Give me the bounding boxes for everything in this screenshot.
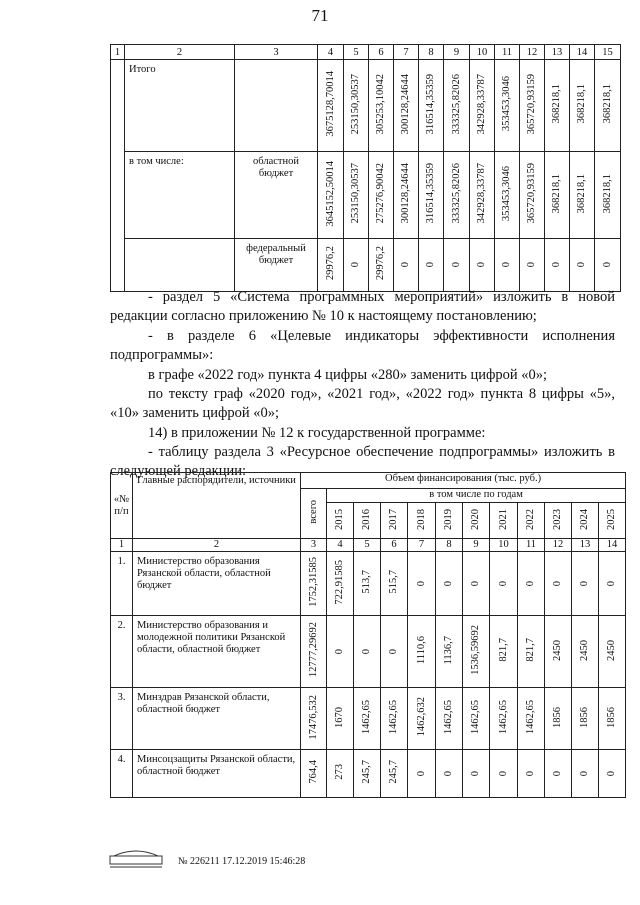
financing-table-1 <box>110 44 621 292</box>
t1-value: 275276,90042 <box>375 163 386 224</box>
t2-value-cell <box>599 552 626 616</box>
t2-value: 1856 <box>606 706 618 728</box>
year-label: 2024 <box>579 508 590 530</box>
t1-col-index: 8 <box>419 45 444 60</box>
year-header <box>381 503 408 539</box>
t2-value: 515,7 <box>388 570 399 594</box>
paragraph-appendix-12: 14) в приложении № 12 к государственной программе: <box>148 425 486 441</box>
t2-value: 0 <box>525 770 536 776</box>
t2-value: 0 <box>606 580 618 586</box>
t1-value-cell <box>419 152 444 239</box>
t1-value: 316514,35359 <box>425 163 436 224</box>
year-label: 2019 <box>443 508 454 530</box>
t2-value-cell <box>518 688 545 750</box>
t2-value-cell <box>327 750 354 798</box>
year-label: 2022 <box>525 508 536 530</box>
resource-provision-table <box>110 472 626 798</box>
t1-value-cell <box>570 60 595 152</box>
t2-value-cell <box>518 750 545 798</box>
t2-value-cell <box>408 750 436 798</box>
t2-col-index: 12 <box>545 539 572 552</box>
col-total-header: всего <box>301 489 327 539</box>
t1-value: 368218,1 <box>601 173 613 214</box>
t1-value-cell <box>369 152 394 239</box>
t2-col-index: 5 <box>354 539 381 552</box>
row-name: Минздрав Рязанской области, областной бюджет <box>133 688 301 750</box>
t1-value-cell <box>419 60 444 152</box>
t2-value: 1462,65 <box>497 699 509 735</box>
t1-value: 0 <box>476 262 487 268</box>
t1-value-cell <box>369 60 394 152</box>
t2-value: 1462,65 <box>443 699 454 735</box>
t1-value: 333325,82026 <box>450 73 462 135</box>
t1-col-index: 9 <box>444 45 470 60</box>
t2-value-cell <box>408 616 436 688</box>
t1-row-source: областной бюджет <box>235 152 318 239</box>
t1-value: 342928,33787 <box>476 73 487 135</box>
row-number: 3. <box>111 688 133 750</box>
t2-value: 0 <box>552 580 563 586</box>
t1-value-cell <box>520 60 545 152</box>
t1-value: 29976,2 <box>324 246 336 281</box>
t1-blank-cell <box>111 60 125 292</box>
row-name: Минсоцзащиты Рязанской области, областной бюджет <box>133 750 301 798</box>
t1-value: 300128,24644 <box>400 163 411 224</box>
t2-value: 513,7 <box>361 570 372 594</box>
t2-value: 2450 <box>579 639 590 661</box>
t2-value-cell <box>518 552 545 616</box>
t2-col-index: 1 <box>111 539 133 552</box>
t1-value: 0 <box>601 262 613 268</box>
t2-value-cell <box>599 616 626 688</box>
row-total-cell <box>301 616 327 688</box>
t1-col-index: 15 <box>595 45 621 60</box>
year-label: 2020 <box>470 508 481 530</box>
t2-value: 0 <box>361 648 372 654</box>
t2-value-cell <box>327 616 354 688</box>
year-label: 2025 <box>606 508 618 530</box>
t2-value-cell <box>545 552 572 616</box>
t1-col-index: 1 <box>111 45 125 60</box>
t2-value-cell <box>599 750 626 798</box>
t1-col-index: 4 <box>318 45 344 60</box>
t1-value-cell <box>344 60 369 152</box>
t2-value-cell <box>463 750 490 798</box>
t1-row-label: Итого <box>125 60 235 152</box>
t2-value-cell <box>354 616 381 688</box>
col-number-header: «№ п/п <box>111 473 133 539</box>
paragraph-section5: - раздел 5 «Система программных мероприятий» изложить в новой редакции согласно приложению № 10 к настоящему постановлению; <box>110 289 615 324</box>
t2-value-cell <box>436 750 463 798</box>
t2-value: 0 <box>388 648 399 654</box>
t1-value-cell <box>419 239 444 292</box>
t1-value: 253150,30537 <box>350 163 361 224</box>
year-label: 2015 <box>334 508 345 530</box>
t2-value-cell <box>545 688 572 750</box>
t2-value: 245,7 <box>361 760 372 784</box>
t1-value: 29976,2 <box>375 246 386 281</box>
t2-col-index: 6 <box>381 539 408 552</box>
t2-value: 1462,632 <box>415 697 427 737</box>
t1-row-source <box>235 60 318 152</box>
t2-value-cell <box>572 750 599 798</box>
t1-value-cell <box>318 152 344 239</box>
year-header <box>354 503 381 539</box>
t2-col-index: 13 <box>572 539 599 552</box>
t1-value-cell <box>470 60 495 152</box>
t1-value: 3675128,70014 <box>324 71 336 137</box>
t2-value-cell <box>436 688 463 750</box>
t1-col-index: 2 <box>125 45 235 60</box>
t1-value: 368218,1 <box>576 84 587 124</box>
t2-value: 0 <box>497 770 509 776</box>
t2-value-cell <box>327 688 354 750</box>
col-name-header: Главные распорядители, источники <box>133 473 301 539</box>
t1-value: 368218,1 <box>601 84 613 124</box>
t1-row-label <box>125 239 235 292</box>
t2-value: 0 <box>443 770 454 776</box>
t2-value-cell <box>436 552 463 616</box>
t2-value: 1670 <box>334 706 345 728</box>
t2-value: 1462,65 <box>388 699 399 735</box>
t1-value: 300128,24644 <box>400 73 411 135</box>
t1-value-cell <box>444 60 470 152</box>
col-funding-header: Объем финансирования (тыс. руб.) <box>301 473 626 489</box>
t1-value: 365720,93159 <box>526 73 537 135</box>
t1-value: 0 <box>450 262 462 268</box>
footer-reference: № 226211 17.12.2019 15:46:28 <box>178 856 306 867</box>
t1-value: 365720,93159 <box>526 163 537 224</box>
t1-col-index: 14 <box>570 45 595 60</box>
t1-value-cell <box>369 239 394 292</box>
t1-value-cell <box>344 152 369 239</box>
t1-value: 368218,1 <box>551 84 562 124</box>
t2-value: 0 <box>497 580 509 586</box>
t2-value: 2450 <box>606 639 618 661</box>
t2-value-cell <box>381 616 408 688</box>
t2-value: 0 <box>415 580 427 586</box>
t2-value-cell <box>381 688 408 750</box>
t2-value-cell <box>572 552 599 616</box>
t1-value: 305253,10042 <box>375 73 386 135</box>
row-total: 1752,31585 <box>307 557 319 607</box>
year-header <box>545 503 572 539</box>
row-total: 12777,29692 <box>307 622 319 678</box>
t1-value-cell <box>470 152 495 239</box>
t2-value-cell <box>354 552 381 616</box>
t1-col-index: 5 <box>344 45 369 60</box>
t2-value: 2450 <box>552 639 563 661</box>
t1-value-cell <box>595 152 621 239</box>
t2-col-index: 7 <box>408 539 436 552</box>
year-header <box>408 503 436 539</box>
year-label: 2018 <box>415 508 427 530</box>
t2-value: 1110,6 <box>415 635 427 665</box>
t1-value-cell <box>495 152 520 239</box>
t2-value: 0 <box>579 770 590 776</box>
t2-value-cell <box>545 750 572 798</box>
t2-value: 1856 <box>552 706 563 728</box>
t2-value: 273 <box>334 764 345 780</box>
t1-value: 3645152,50014 <box>324 160 336 227</box>
t2-value: 821,7 <box>525 638 536 662</box>
t1-value-cell <box>495 239 520 292</box>
t1-row-source: федеральный бюджет <box>235 239 318 292</box>
t2-value: 1536,59692 <box>470 625 481 675</box>
year-header <box>599 503 626 539</box>
row-name: Министерство образования Рязанской области, областной бюджет <box>133 552 301 616</box>
t1-value-cell <box>545 239 570 292</box>
row-number: 2. <box>111 616 133 688</box>
t1-value: 368218,1 <box>551 173 562 214</box>
t1-col-index: 11 <box>495 45 520 60</box>
t2-value-cell <box>463 688 490 750</box>
year-header <box>327 503 354 539</box>
year-header <box>572 503 599 539</box>
t1-value-cell <box>595 60 621 152</box>
t2-value: 245,7 <box>388 760 399 784</box>
t1-value-cell <box>595 239 621 292</box>
t1-col-index: 6 <box>369 45 394 60</box>
year-label: 2021 <box>497 508 509 530</box>
t2-value-cell <box>354 750 381 798</box>
t1-value-cell <box>318 239 344 292</box>
row-total: 764,4 <box>307 760 319 784</box>
t2-value-cell <box>463 552 490 616</box>
t1-value-cell <box>570 239 595 292</box>
t1-value-cell <box>394 152 419 239</box>
paragraph-section6: - в разделе 6 «Целевые индикаторы эффективности исполнения подпрограммы»: <box>110 328 615 363</box>
t1-value: 333325,82026 <box>450 163 462 224</box>
page-number: 71 <box>311 6 329 25</box>
stamp-logo <box>108 848 164 870</box>
t2-value: 0 <box>443 580 454 586</box>
year-label: 2016 <box>361 508 372 530</box>
t2-value-cell <box>408 552 436 616</box>
t2-col-index: 9 <box>463 539 490 552</box>
t2-value: 0 <box>415 770 427 776</box>
row-total-cell <box>301 750 327 798</box>
t1-value: 0 <box>501 262 512 268</box>
t2-value-cell <box>490 688 518 750</box>
year-header <box>436 503 463 539</box>
t2-value: 821,7 <box>497 638 509 662</box>
t2-value: 0 <box>606 770 618 776</box>
t2-value-cell <box>518 616 545 688</box>
t2-value: 1462,65 <box>525 699 536 735</box>
paragraph-table-section3: - таблицу раздела 3 «Ресурсное обеспечение подпрограммы» изложить в следующей редакции: <box>110 444 615 479</box>
t1-col-index: 10 <box>470 45 495 60</box>
t2-value-cell <box>599 688 626 750</box>
col-by-year-header: в том числе по годам <box>327 489 626 503</box>
t2-value: 0 <box>470 580 481 586</box>
t1-value-cell <box>318 60 344 152</box>
t2-value-cell <box>408 688 436 750</box>
t1-col-index: 12 <box>520 45 545 60</box>
t2-value: 0 <box>579 580 590 586</box>
t1-value: 0 <box>551 262 562 268</box>
t2-value-cell <box>490 552 518 616</box>
t1-value-cell <box>470 239 495 292</box>
t1-col-index: 13 <box>545 45 570 60</box>
t1-value: 368218,1 <box>576 173 587 214</box>
t1-value: 0 <box>400 262 411 268</box>
paragraph-column-2022: в графе «2022 год» пункта 4 цифры «280» заменить цифрой «0»; <box>148 367 548 383</box>
t1-value-cell <box>520 239 545 292</box>
t1-value-cell <box>570 152 595 239</box>
t1-value: 316514,35359 <box>425 73 436 135</box>
t1-value-cell <box>394 239 419 292</box>
row-total-cell <box>301 688 327 750</box>
t2-value: 0 <box>334 648 345 654</box>
t1-value-cell <box>444 152 470 239</box>
t2-value-cell <box>436 616 463 688</box>
t2-value-cell <box>381 552 408 616</box>
t1-value-cell <box>394 60 419 152</box>
row-total: 17476,532 <box>307 694 319 740</box>
t1-value: 353453,3046 <box>501 76 512 132</box>
t2-col-index: 4 <box>327 539 354 552</box>
t2-col-index: 8 <box>436 539 463 552</box>
year-label: 2023 <box>552 508 563 530</box>
t1-row-label: в том числе: <box>125 152 235 239</box>
paragraph-columns-2020-2022: по тексту граф «2020 год», «2021 год», «2022 год» пункта 8 цифры «5», «10» заменить цифрой «0»; <box>110 386 615 421</box>
t1-value-cell <box>520 152 545 239</box>
t1-value: 0 <box>526 262 537 268</box>
t1-value-cell <box>545 152 570 239</box>
row-name: Министерство образования и молодежной политики Рязанской области, областной бюджет <box>133 616 301 688</box>
t1-value: 353453,3046 <box>501 165 512 222</box>
t2-value-cell <box>463 616 490 688</box>
t2-value: 722,91585 <box>334 559 345 605</box>
t2-value: 1136,7 <box>443 635 454 665</box>
t1-value: 0 <box>425 262 436 268</box>
t2-value: 0 <box>525 580 536 586</box>
t1-value-cell <box>545 60 570 152</box>
row-total-cell <box>301 552 327 616</box>
t2-value-cell <box>490 750 518 798</box>
t2-value-cell <box>354 688 381 750</box>
t2-col-index: 11 <box>518 539 545 552</box>
t2-value-cell <box>572 616 599 688</box>
t1-col-index: 3 <box>235 45 318 60</box>
t2-value: 1462,65 <box>470 699 481 735</box>
t2-col-index: 14 <box>599 539 626 552</box>
t2-value: 0 <box>470 770 481 776</box>
year-header <box>518 503 545 539</box>
t1-value: 0 <box>350 262 361 268</box>
t2-value-cell <box>381 750 408 798</box>
t2-value-cell <box>545 616 572 688</box>
t1-value-cell <box>495 60 520 152</box>
t1-value: 342928,33787 <box>476 163 487 224</box>
row-number: 4. <box>111 750 133 798</box>
row-number: 1. <box>111 552 133 616</box>
t1-value-cell <box>344 239 369 292</box>
t2-col-index: 10 <box>490 539 518 552</box>
t2-value: 1856 <box>579 706 590 728</box>
t2-value: 0 <box>552 770 563 776</box>
t1-col-index: 7 <box>394 45 419 60</box>
t2-value-cell <box>572 688 599 750</box>
year-label: 2017 <box>388 508 399 530</box>
t1-value-cell <box>444 239 470 292</box>
t2-value: 1462,65 <box>361 699 372 735</box>
t2-value-cell <box>327 552 354 616</box>
t1-value: 0 <box>576 262 587 268</box>
t2-value-cell <box>490 616 518 688</box>
t2-col-index: 2 <box>133 539 301 552</box>
year-header <box>463 503 490 539</box>
t1-value: 253150,30537 <box>350 73 361 135</box>
t2-col-index: 3 <box>301 539 327 552</box>
year-header <box>490 503 518 539</box>
